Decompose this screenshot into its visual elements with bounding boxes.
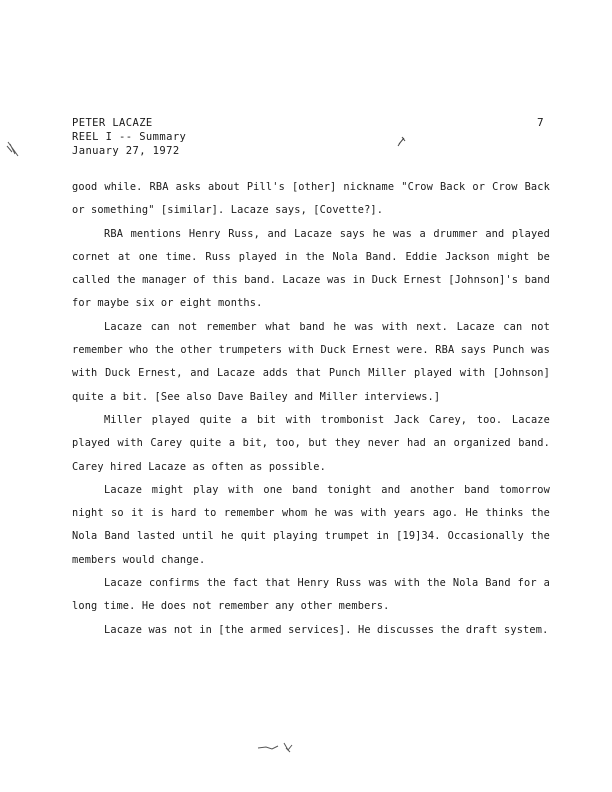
- paragraph: Miller played quite a bit with trombonist Jack Carey, too. Lacaze played with Carey quite a bit, too, but they never had an organized band. Carey hired Lacaze as often as possible.: [72, 413, 550, 473]
- summary-body: [72, 176, 550, 642]
- interviewee-name: PETER LACAZE: [72, 117, 153, 129]
- reel-label: REEL I -- Summary: [72, 131, 187, 143]
- paragraph: good while. RBA asks about Pill's [other] nickname "Crow Back or Crow Back or something" [similar]. Lacaze says, [Covette?].: [72, 181, 550, 217]
- scan-mark-left: [6, 140, 22, 160]
- paragraph: Lacaze was not in [the armed services]. He discusses the draft system.: [104, 623, 549, 636]
- paragraph: Lacaze can not remember what band he was with next. Lacaze can not remember who the other trumpeters with Duck Ernest were. RBA says Punch was with Duck Ernest, and Lacaze adds that Punch Miller played with [Johnson] quite a bit. [See also Dave Bailey and Miller interviews.]: [72, 320, 550, 403]
- scan-mark-bottom: [256, 740, 296, 754]
- paragraph: Lacaze confirms the fact that Henry Russ was with the Nola Band for a long time. He does not remember any other members.: [72, 577, 550, 613]
- page-number: 7: [537, 116, 544, 129]
- document-header: [72, 116, 186, 158]
- paragraph: Lacaze might play with one band tonight and another band tomorrow night so it is hard to remember whom he was with years ago. He thinks the Nola Band lasted until he quit playing trumpet in [19]34. Occasionally the members would change.: [72, 483, 550, 566]
- scan-mark-top: [396, 134, 410, 148]
- interview-date: January 27, 1972: [72, 145, 180, 157]
- paragraph: RBA mentions Henry Russ, and Lacaze says he was a drummer and played cornet at one time. Russ played in the Nola Band. Eddie Jackson might be called the manager of this band. Lacaze was in Duck Ernest [Johnson]'s band for maybe six or eight months.: [72, 227, 550, 310]
